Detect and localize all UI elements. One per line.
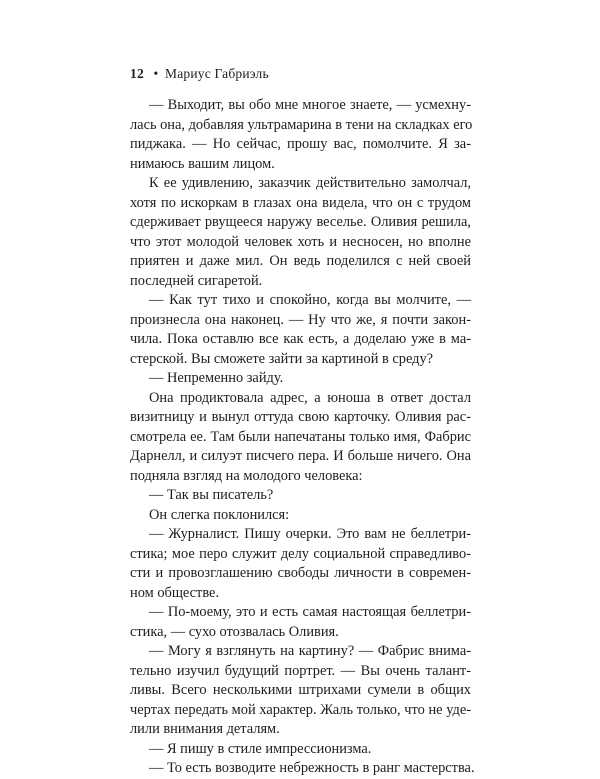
text-line: — Могу я взглянуть на картину? — Фабрис внима- (149, 643, 471, 659)
text-line: — Непременно зайду. (149, 370, 284, 386)
text-line: сти и провозглашению свободы личности в современ- (130, 565, 471, 581)
page-text (130, 96, 475, 779)
text-line: что этот молодой человек хоть и несносен, но вполне (130, 233, 471, 250)
text-line: смотрела ее. Там были напечатаны только имя, Фабрис (130, 428, 471, 445)
text-line: лась она, добавляя ультрамарина в тени на складках его (130, 116, 473, 133)
text-line: Дарнелл, и силуэт писчего пера. И больше ничего. Она (130, 448, 471, 464)
text-line: — Журналист. Пишу очерки. Это вам не беллетри- (149, 526, 471, 542)
text-line: тельно изучил будущий портрет. — Вы очень талант- (130, 662, 471, 679)
text-line: — По-моему, это и есть самая настоящая беллетри- (149, 604, 471, 620)
text-line: стика; мое перо служит делу социальной справедливо- (130, 545, 471, 562)
text-line: стика, — сухо отозвалась Оливия. (130, 623, 339, 640)
page-number: 12 (130, 66, 144, 81)
text-line: — Я пишу в стиле импрессионизма. (149, 740, 372, 757)
text-line: пиджака. — Но сейчас, прошу вас, помолчите. Я за- (130, 136, 471, 152)
header-separator: • (153, 66, 159, 81)
text-line: чила. Пока оставлю все как есть, а доделаю уже в ма- (130, 331, 471, 347)
text-line: — То есть возводите небрежность в ранг мастерства. (149, 760, 475, 776)
text-line: чертах передать мой характер. Жаль только, что не уде- (130, 701, 471, 718)
text-line: ном обществе. (130, 584, 220, 601)
text-line: лили внимания деталям. (130, 721, 280, 737)
text-line: произнесла она наконец. — Ну что же, я почти закон- (130, 311, 471, 328)
text-line: ливы. Всего несколькими штрихами сумели в общих (130, 682, 471, 698)
text-line: сдерживает рвущееся наружу веселье. Оливия решила, (130, 214, 471, 230)
text-line: — Так вы писатель? (149, 487, 274, 503)
text-line: последней сигаретой. (130, 272, 263, 289)
text-line: подняла взгляд на молодого человека: (130, 467, 363, 484)
text-line: К ее удивлению, заказчик действительно замолчал, (149, 175, 471, 191)
book-author: Мариус Габриэль (165, 66, 269, 81)
text-line: хотя по искоркам в глазах она видела, что он с трудом (130, 194, 471, 211)
text-line: — Как тут тихо и спокойно, когда вы молчите, — (149, 292, 471, 308)
text-line: — Выходит, вы обо мне многое знаете, — усмехну- (149, 97, 471, 113)
text-line: визитницу и вынул оттуда свою карточку. Оливия рас- (130, 409, 471, 425)
text-line: Он слегка поклонился: (149, 506, 290, 523)
text-line: Она продиктовала адрес, а юноша в ответ достал (149, 389, 471, 406)
text-line: приятен и даже мил. Он ведь поделился с ней своей (130, 253, 471, 269)
text-line: стерской. Вы сможете зайти за картиной в среду? (130, 350, 434, 367)
text-line: нимаюсь вашим лицом. (130, 155, 275, 172)
running-head (130, 66, 269, 82)
